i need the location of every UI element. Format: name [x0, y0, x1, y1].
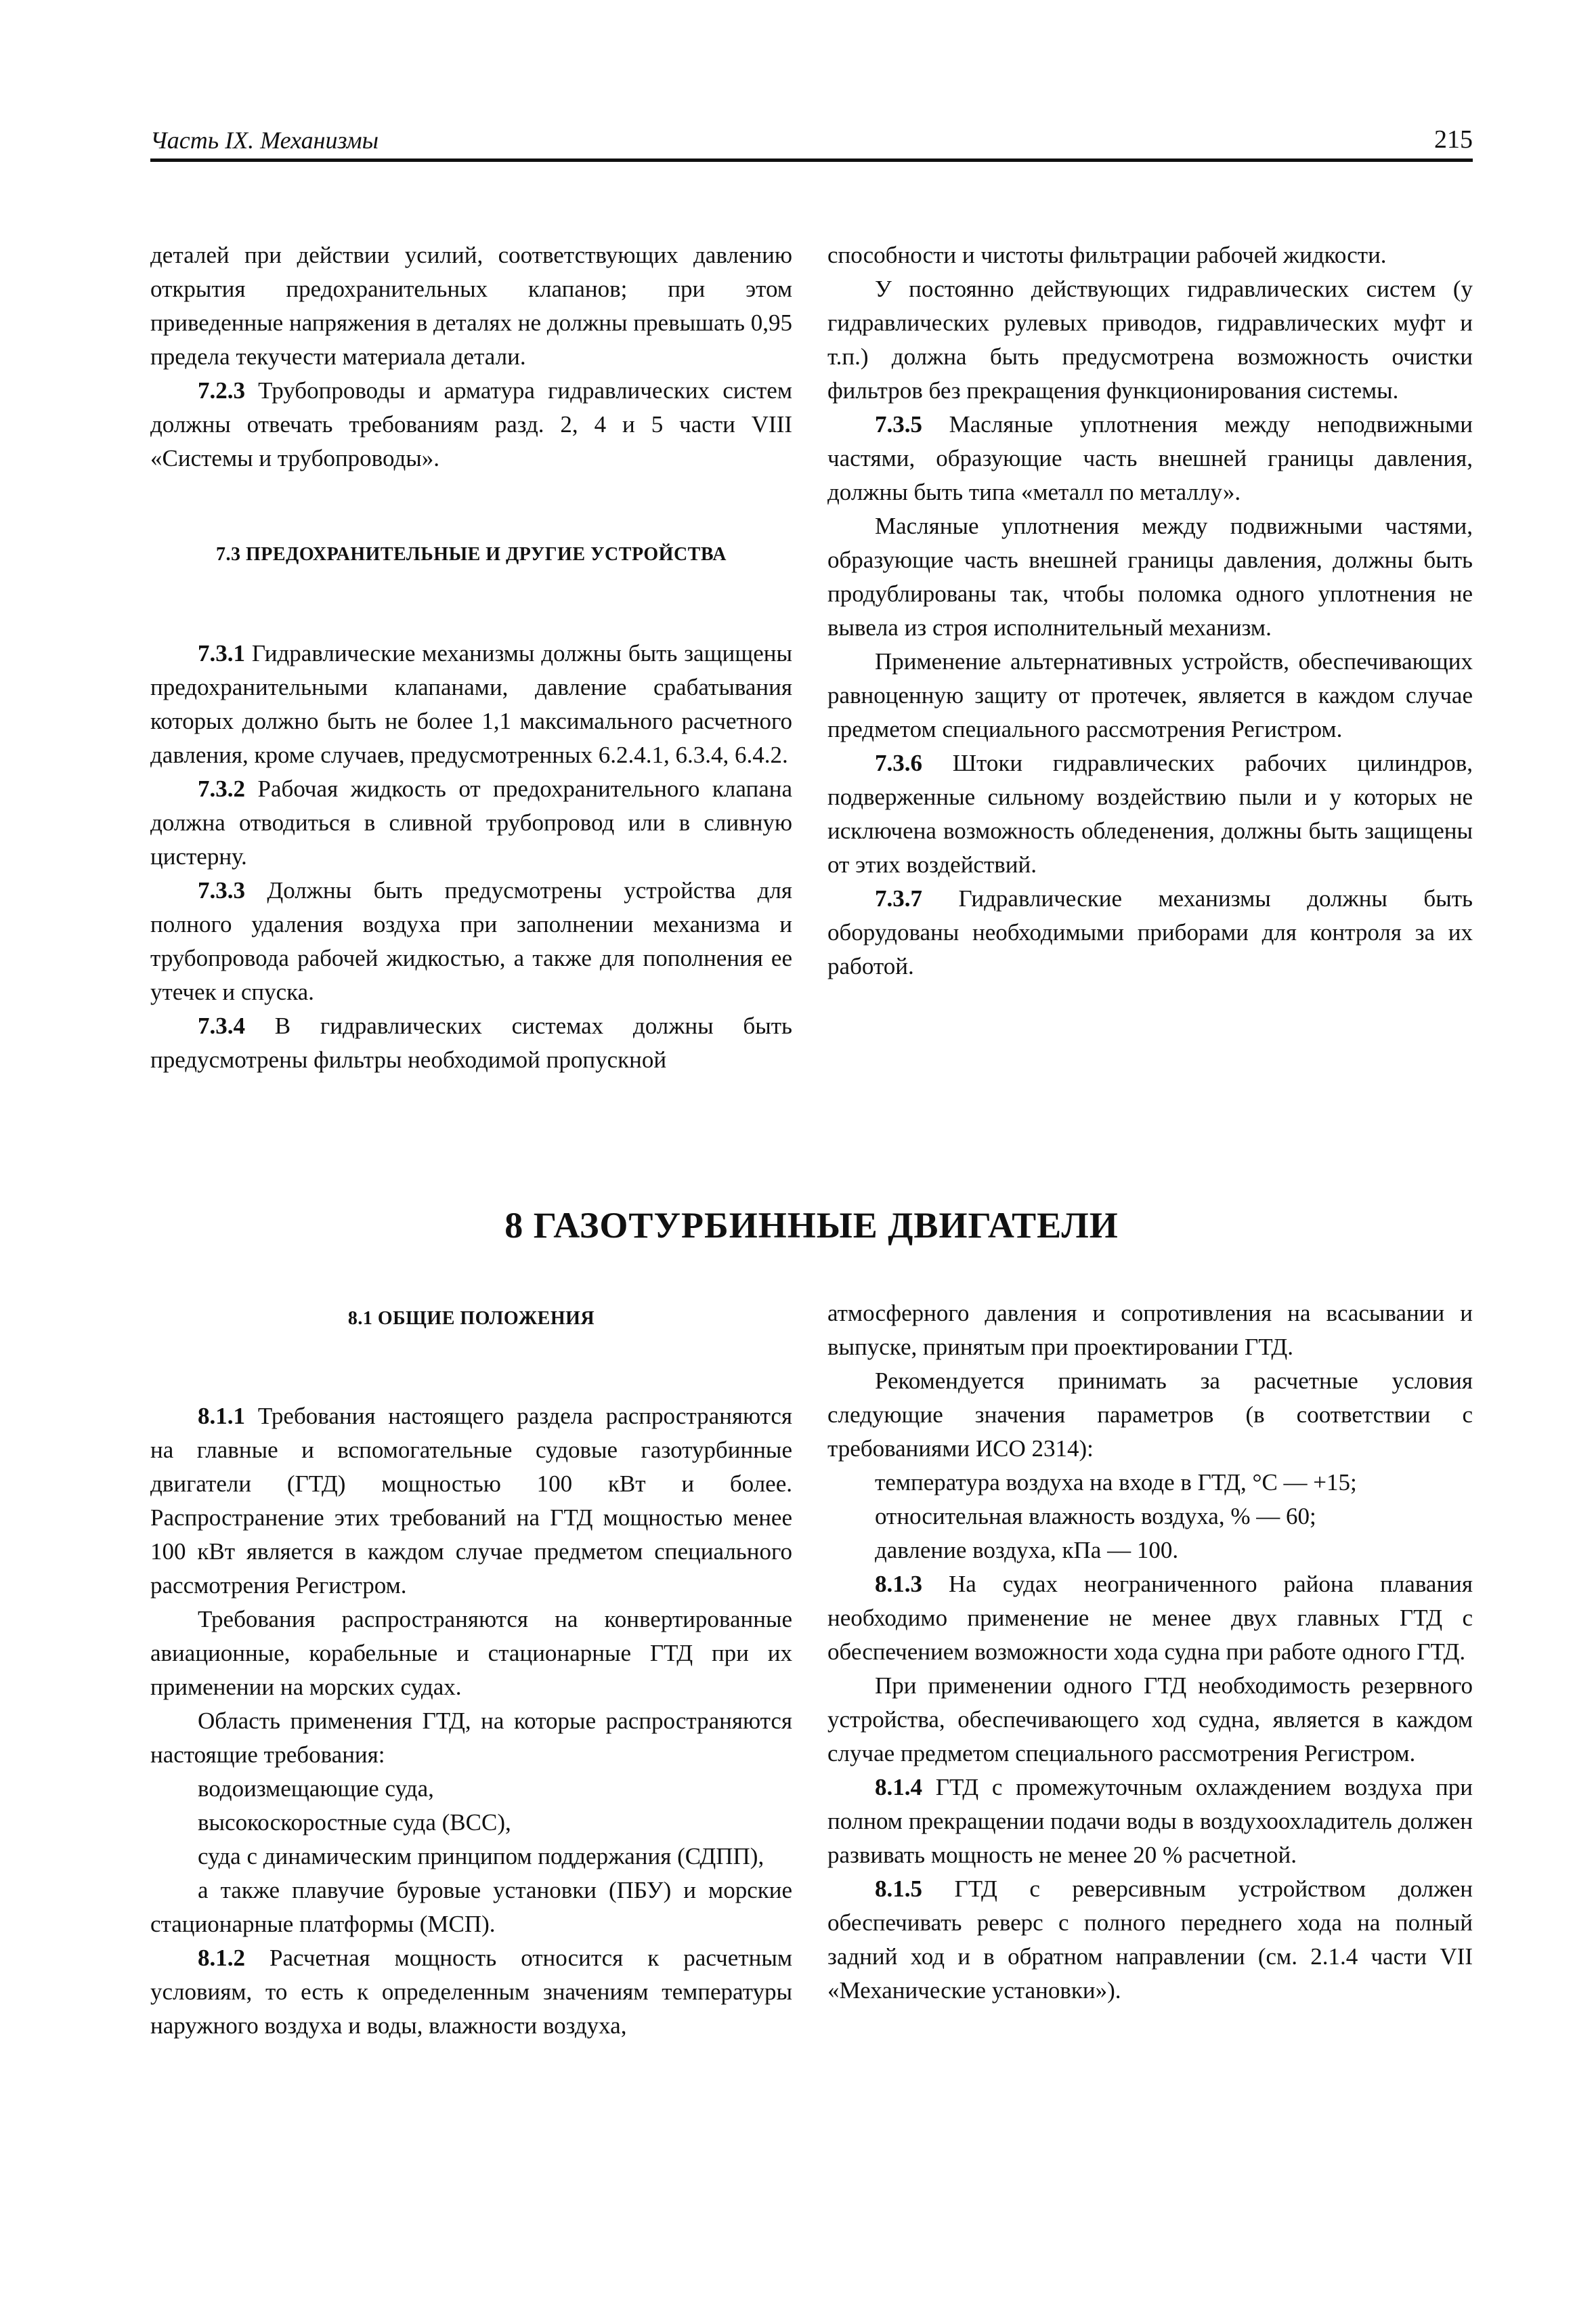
paragraph-7-3-4	[150, 1009, 792, 1077]
clause-number: 8.1.1	[198, 1403, 245, 1429]
paragraph-8-1-5	[827, 1872, 1473, 2008]
clause-text: ГТД с реверсивным устройством должен обеспечивать реверс с полного переднего хода на полный задний ход и в обратном направлении (см. 2.1.4 части VII «Механические установки»).	[827, 1876, 1473, 2004]
paragraph: У постоянно действующих гидравлических систем (у гидравлических рулевых приводов, гидравлических муфт и т.п.) должна быть предусмотрена возможность очистки фильтров без прекращения функционирования системы.	[827, 276, 1473, 404]
column-bottom-right	[827, 1296, 1473, 2008]
clause-text: Гидравлические механизмы должны быть оборудованы необходимыми приборами для контроля за их работой.	[827, 885, 1473, 979]
clause-number: 8.1.4	[875, 1774, 922, 1800]
page-number: 215	[1434, 125, 1473, 154]
clause-text: Трубопроводы и арматура гидравлических систем должны отвечать требованиям разд. 2, 4 и 5 части VIII «Системы и трубопроводы».	[150, 377, 792, 471]
clause-text: Должны быть предусмотрены устройства для полного удаления воздуха при заполнении механизма и трубопровода рабочей жидкостью, а также для пополнения ее утечек и спуска.	[150, 877, 792, 1005]
list-item: а также плавучие буровые установки (ПБУ) и морские стационарные платформы (МСП).	[150, 1877, 792, 1937]
paragraph-8-1-4	[827, 1771, 1473, 1872]
clause-text: Рабочая жидкость от предохранительного клапана должна отводиться в сливной трубопровод или в сливную цистерну.	[150, 776, 792, 870]
paragraph: Масляные уплотнения между подвижными частями, образующие часть внешней границы давления, должны быть продублированы так, чтобы поломка одного уплотнения не вывела из строя исполнительный механизм.	[827, 513, 1473, 641]
clause-number: 8.1.3	[875, 1571, 922, 1597]
running-head-title: Часть IX. Механизмы	[150, 127, 379, 154]
clause-number: 7.3.1	[198, 640, 245, 666]
clause-number: 7.3.6	[875, 750, 922, 776]
column-bottom-left	[150, 1296, 792, 2043]
paragraph-continued: атмосферного давления и сопротивления на всасывании и выпуске, принятым при проектировании ГТД.	[827, 1300, 1473, 1360]
clause-text: Гидравлические механизмы должны быть защищены предохранительными клапанами, давление срабатывания которых должно быть не более 1,1 максимального расчетного давления, кроме случаев, предусмотренных 6.2.4.1, 6.3.4, 6.4.2.	[150, 640, 792, 768]
clause-number: 8.1.2	[198, 1945, 245, 1971]
clause-text: На судах неограниченного района плавания необходимо применение не менее двух главных ГТД с обеспечением возможности хода судна при работе одного ГТД.	[827, 1571, 1473, 1665]
clause-text: В гидравлических системах должны быть предусмотрены фильтры необходимой пропускной	[150, 1013, 792, 1073]
paragraph: Область применения ГТД, на которые распространяются настоящие требования:	[150, 1708, 792, 1768]
paragraph-8-1-1	[150, 1399, 792, 1603]
section-heading-8-1: 8.1 ОБЩИЕ ПОЛОЖЕНИЯ	[347, 1308, 595, 1329]
column-top-right	[827, 238, 1473, 983]
section-heading-7-3: 7.3 ПРЕДОХРАНИТЕЛЬНЫЕ И ДРУГИЕ УСТРОЙСТВА	[216, 544, 727, 565]
paragraph: Рекомендуется принимать за расчетные условия следующие значения параметров (в соответствии с требованиями ИСО 2314):	[827, 1368, 1473, 1462]
parameter-item: относительная влажность воздуха, % — 60;	[875, 1503, 1316, 1529]
clause-text: ГТД с промежуточным охлаждением воздуха при полном прекращении подачи воды в воздухоохладитель должен развивать мощность не менее 20 % расчетной.	[827, 1774, 1473, 1868]
paragraph-continued: деталей при действии усилий, соответствующих давлению открытия предохранительных клапанов; при этом приведенные напряжения в деталях не должны превышать 0,95 предела текучести материала детали.	[150, 242, 792, 370]
running-head	[150, 121, 1473, 162]
clause-number: 7.2.3	[198, 377, 245, 404]
clause-text: Масляные уплотнения между неподвижными частями, образующие часть внешней границы давления, должны быть типа «металл по металлу».	[827, 411, 1473, 505]
list-item: суда с динамическим принципом поддержания (СДПП),	[198, 1843, 764, 1869]
paragraph: При применении одного ГТД необходимость резервного устройства, обеспечивающего ход судна, является в каждом случае предметом специального рассмотрения Регистром.	[827, 1672, 1473, 1766]
paragraph-7-2-3	[150, 374, 792, 475]
paragraph-7-3-3	[150, 874, 792, 1009]
clause-number: 7.3.4	[198, 1013, 245, 1039]
chapter-title: 8 ГАЗОТУРБИННЫЕ ДВИГАТЕЛИ	[504, 1205, 1119, 1246]
clause-number: 8.1.5	[875, 1876, 922, 1902]
clause-number: 7.3.5	[875, 411, 922, 438]
paragraph: Требования распространяются на конвертированные авиационные, корабельные и стационарные ГТД при их применении на морских судах.	[150, 1606, 792, 1700]
paragraph-7-3-1	[150, 637, 792, 772]
paragraph-7-3-6	[827, 746, 1473, 882]
paragraph: Применение альтернативных устройств, обеспечивающих равноценную защиту от протечек, является в каждом случае предметом специального рассмотрения Регистром.	[827, 648, 1473, 742]
paragraph-7-3-2	[150, 772, 792, 874]
clause-number: 7.3.2	[198, 776, 245, 802]
parameter-item: давление воздуха, кПа — 100.	[875, 1537, 1179, 1563]
parameter-item: температура воздуха на входе в ГТД, °С — +15;	[875, 1469, 1357, 1496]
paragraph-8-1-2	[150, 1941, 792, 2043]
paragraph-8-1-3	[827, 1567, 1473, 1669]
clause-text: Требования настоящего раздела распространяются на главные и вспомогательные судовые газотурбинные двигатели (ГТД) мощностью 100 кВт и более. Распространение этих требований на ГТД мощностью менее 100 кВт является в каждом случае предметом специального рассмотрения Регистром.	[150, 1403, 792, 1599]
paragraph-7-3-5	[827, 408, 1473, 509]
paragraph-7-3-7	[827, 882, 1473, 983]
clause-number: 7.3.3	[198, 877, 245, 904]
clause-text: Расчетная мощность относится к расчетным условиям, то есть к определенным значениям температуры наружного воздуха и воды, влажности воздуха,	[150, 1945, 792, 2039]
clause-number: 7.3.7	[875, 885, 922, 912]
paragraph-continued: способности и чистоты фильтрации рабочей жидкости.	[827, 242, 1387, 268]
clause-text: Штоки гидравлических рабочих цилиндров, подверженные сильному воздействию пыли и у которых не исключена возможность обледенения, должны быть защищены от этих воздействий.	[827, 750, 1473, 878]
column-top-left	[150, 238, 792, 1077]
list-item: высокоскоростные суда (ВСС),	[198, 1809, 511, 1836]
list-item: водоизмещающие суда,	[198, 1775, 434, 1802]
